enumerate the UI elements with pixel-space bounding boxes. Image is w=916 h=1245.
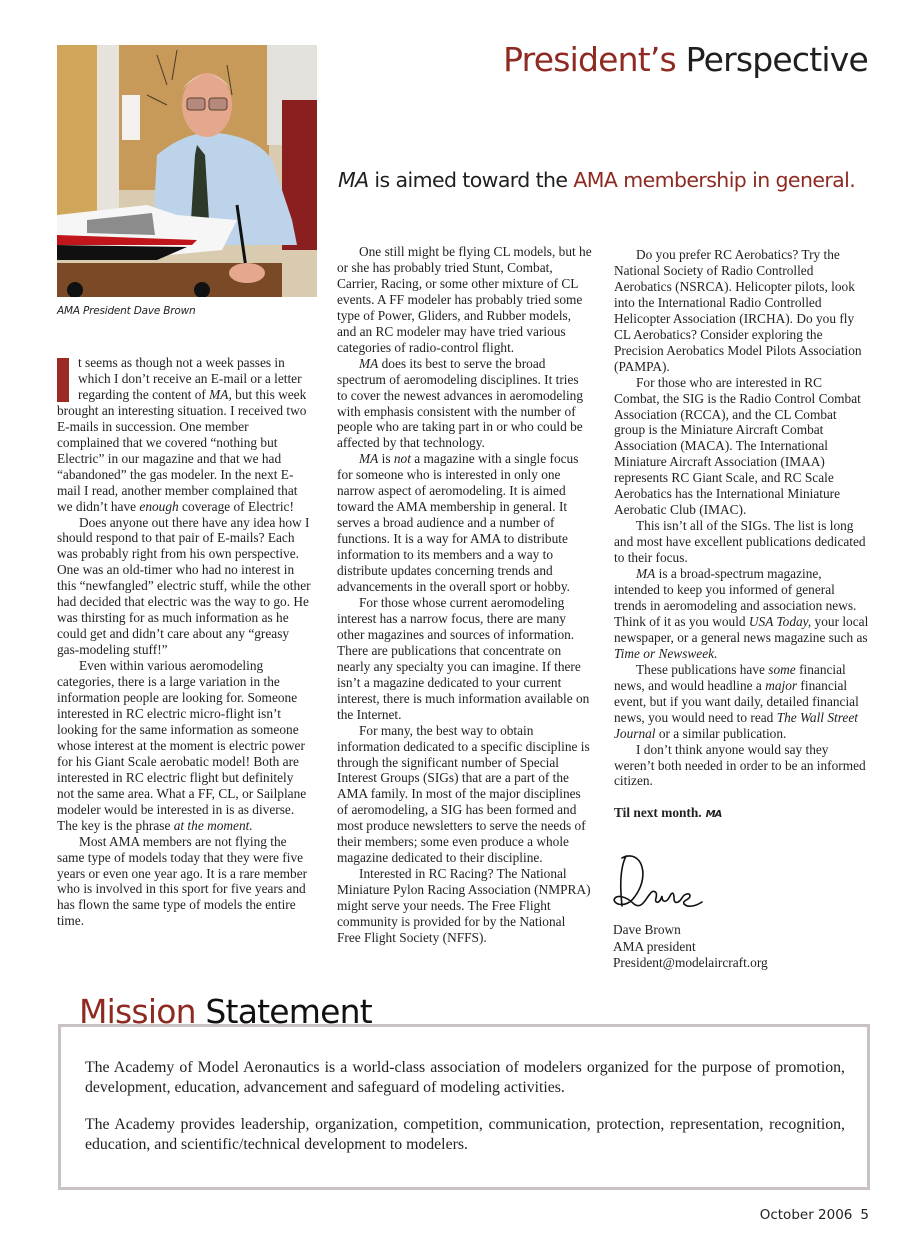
paragraph: These publications have some financial news, and would headline a major financial event, but if you want daily, detailed financial news, you would need to read The Wall Street Journal or a similar publication. — [614, 661, 859, 741]
page-footer — [760, 1207, 869, 1223]
mission-title-rest: Statement — [205, 992, 372, 1031]
paragraph: Do you prefer RC Aerobatics? Try the National Society of Radio Controlled Aerobatics (NSRCA). Helicopter pilots, look into the International Radio Controlled Helicopter Association (IRCHA). Do you fly CL Aerobatics? Consider exploring the Precision Aerobatics Model Pilots Association (PAMPA). — [614, 247, 862, 374]
mission-text — [85, 1058, 845, 1172]
paragraph: For those whose current aeromodeling interest has a narrow focus, there are many other magazines and sources of information. There are publications that concentrate on nearly any specialty you can imagine. If there isn’t a magazine dedicated to your current interest, there is much information available on the Internet. — [337, 594, 590, 722]
pull-quote-text: is aimed toward the — [368, 168, 574, 192]
pull-quote — [338, 168, 855, 192]
page-title-accent: President’s — [503, 40, 676, 79]
mission-title-accent: Mission — [79, 992, 196, 1031]
president-photo — [57, 45, 317, 297]
mission-title — [79, 992, 372, 1032]
mission-paragraph: The Academy provides leadership, organization, competition, communication, protection, representation, recognition, education, and scientific/technical development to modelers. — [85, 1116, 845, 1153]
paragraph: Interested in RC Racing? The National Miniature Pylon Racing Association (NMPRA) might serve your needs. The Free Flight community is provided for by the National Free Flight Society (NFFS). — [337, 866, 591, 945]
photo-illustration — [57, 45, 317, 297]
paragraph: Most AMA members are not flying the same type of models today that they were five years or even one year ago. It is a rare member who is involved in this sport for five years and has flown the same type of models the entire time. — [57, 833, 308, 929]
paragraph: One still might be flying CL models, but he or she has probably tried Stunt, Combat, Carrier, Racing, or some other mixture of CL events. A FF modeler has probably tried some type of Power, Gliders, and Rubber models, and an RC modeler may have tried various categories of radio-control flight. — [337, 244, 592, 355]
author-signature-block — [613, 922, 768, 972]
mission-paragraph: The Academy of Model Aeronautics is a world-class association of modelers organized for the purpose of promotion, development, education, advancement and safeguard of modeling activities. — [85, 1059, 845, 1096]
page-number: 5 — [860, 1207, 869, 1223]
ma-end-mark: MA — [705, 809, 722, 821]
paragraph: Even within various aeromodeling categories, there is a large variation in the information people are looking for. Someone interested in RC electric micro-flight isn’t looking for the same information as someone whose interest at the moment is electric power for his Giant Scale aerobatic model! Both are interested in RC electric flight but definitely not the same area. What a FF, CL, or Sailplane modeler would be interested in is as diverse. The key is the phrase at the moment. — [57, 658, 307, 833]
paragraph: For those who are interested in RC Combat, the SIG is the Radio Control Combat Association (RCCA), and the CL Combat group is the Miniature Aircraft Combat Association (MACA). The International Miniature Aircraft Association (IMAA) represents RC Giant Scale, and RC Scale Aerobatics has the International Miniature Aerobatic Club (IMAC). — [614, 374, 861, 518]
author-email[interactable]: President@modelaircraft.org — [613, 955, 768, 970]
paragraph: For many, the best way to obtain information dedicated to a specific discipline is through the significant number of Special Interest Groups (SIGs) that are a part of the AMA family. In most of the major disciplines of aeromodeling, a SIG has been formed and most produce newsletters to serve the needs of their members; some even produce a whole magazine dedicated to their discipline. — [337, 722, 590, 866]
signoff: Til next month. MA — [614, 805, 722, 821]
paragraph: MA is not a magazine with a single focus for someone who is interested in only one narrow aspect of aeromodeling. It is aimed toward the AMA membership in general. It serves a broad audience and a number of functions. It is a way for AMA to distribute information to its members and a way to distribute updates concerning trends and advancements in the overall sport or hobby. — [337, 451, 579, 595]
paragraph: MA is a broad-spectrum magazine, intended to keep you informed of general trends in aeromodeling and association news. Think of it as you would USA Today, your local newspaper, or a general news magazine such as Time or Newsweek. — [614, 566, 869, 661]
photo-caption: AMA President Dave Brown — [57, 305, 196, 317]
pull-quote-ma: MA — [338, 168, 369, 192]
pull-quote-accent: AMA membership in general. — [573, 168, 856, 192]
article-column-3 — [614, 247, 869, 823]
author-name: Dave Brown — [613, 922, 681, 937]
page-title-rest: Perspective — [685, 40, 868, 79]
paragraph: t seems as though not a week passes in which I don’t receive an E-mail or a letter regarding the content of MA, but this week brought an interesting situation. I received two E-mails in succession. One member complained that we covered “nothing but Electric” in our magazine and that we had “abandoned” the gas modeler. In the next E-mail I read, another member complained that we didn’t have enough coverage of Electric! — [57, 355, 307, 514]
paragraph: This isn’t all of the SIGs. The list is long and most have excellent publications dedicated to their focus. — [614, 518, 866, 566]
paragraph: I don’t think anyone would say they weren’t both needed in order to be an informed citizen. — [614, 741, 866, 789]
article-column-2 — [337, 244, 592, 946]
issue-date: October 2006 — [759, 1207, 853, 1223]
handwritten-signature — [612, 848, 712, 914]
article-column-1 — [57, 355, 313, 929]
page-title — [503, 40, 868, 79]
paragraph: Does anyone out there have any idea how I should respond to that pair of E-mails? Each was probably right from his own perspective. One was an old-timer who had no interest in this “newfangled” electric stuff, while the other had decided that electric was the way to go. He was thirsting for as much information as he could get and didn’t care about any “greasy gas-modeling stuff!” — [57, 514, 311, 658]
author-role: AMA president — [613, 938, 696, 954]
paragraph: MA does its best to serve the broad spectrum of aeromodeling disciplines. It tries to cover the newest advances in aeromodeling with emphasis consistent with the number of people who are taking part in or who could be affected by that technology. — [337, 355, 584, 451]
drop-cap-i — [57, 358, 69, 402]
